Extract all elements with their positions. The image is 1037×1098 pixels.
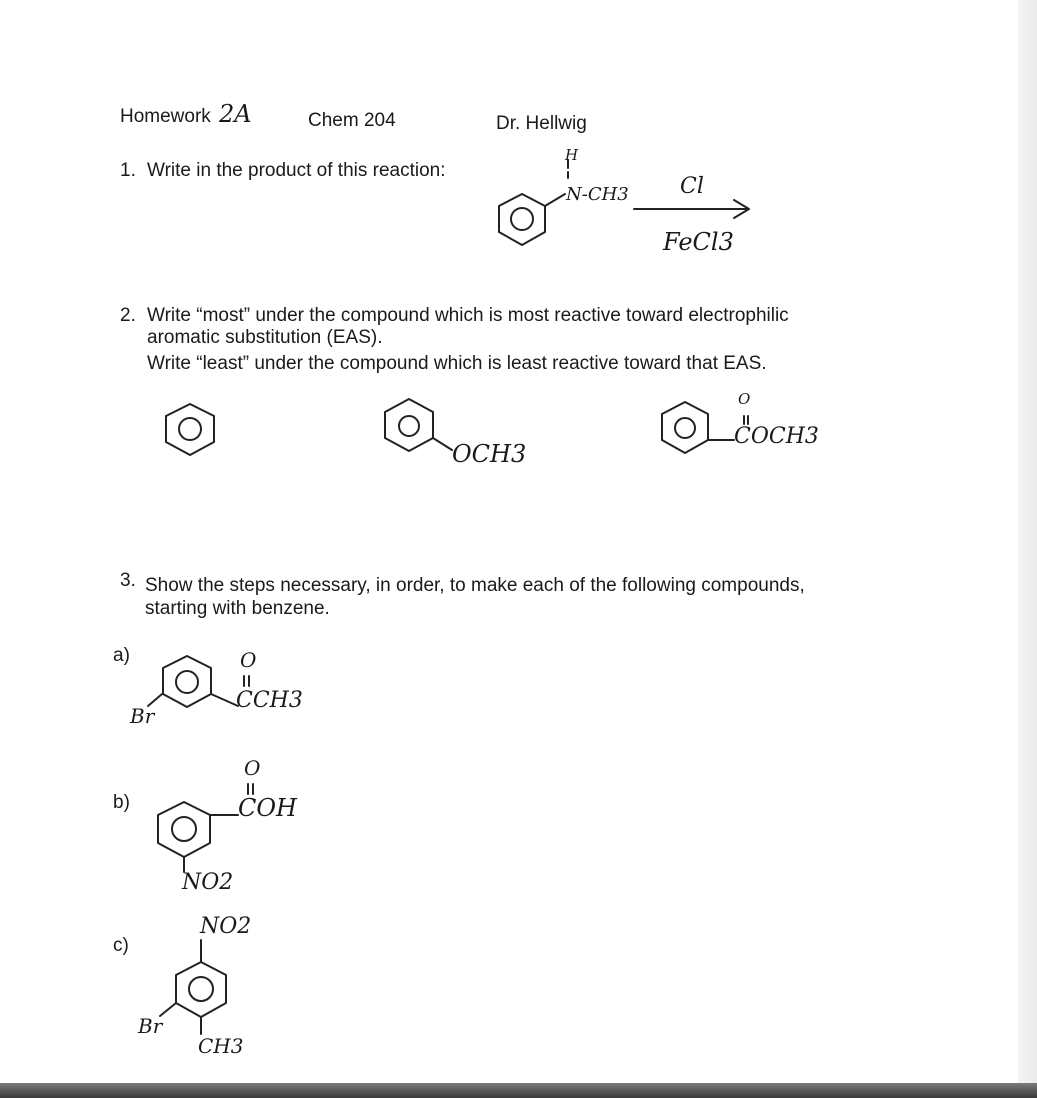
q3c-br: Br: [138, 1014, 163, 1038]
q2-compound3-o: O: [738, 390, 751, 408]
q1-reaction-arrow: [634, 200, 749, 218]
q1-benzene-ring: [499, 160, 568, 245]
instructor-name: Dr. Hellwig: [496, 113, 587, 134]
homework-number: 2A: [219, 100, 252, 128]
q2-benzene-2: [385, 399, 452, 451]
q2-benzene-3: [662, 402, 748, 453]
q1-text: Write in the product of this reaction:: [147, 160, 446, 181]
q2-compound3-group: COCH3: [734, 424, 819, 449]
q2-line1: Write “most” under the compound which is most reactive toward electrophilic: [147, 305, 789, 326]
q1-catalyst: FeCl3: [663, 228, 734, 256]
q3c-label: c): [113, 935, 129, 956]
q2-benzene-1: [166, 404, 214, 455]
q1-substituent: N-CH3: [566, 184, 629, 205]
q3b-carbonyl-o: O: [244, 756, 261, 780]
q3a-group: CCH3: [236, 688, 303, 713]
q3-line1: Show the steps necessary, in order, to make each of the following compounds,: [145, 575, 805, 596]
q2-compound2-group: OCH3: [452, 440, 527, 468]
q2-line3: Write “least” under the compound which is least reactive toward that EAS.: [147, 353, 767, 374]
q3b-no2: NO2: [182, 870, 234, 895]
q3a-carbonyl-o: O: [240, 648, 257, 672]
q2-number: 2.: [120, 305, 136, 326]
homework-label: Homework: [120, 106, 211, 127]
q3c-benzene-ring: [160, 940, 226, 1034]
q3b-label: b): [113, 792, 130, 813]
q3-number: 3.: [120, 570, 136, 591]
q3b-group: COH: [238, 794, 297, 822]
course-name: Chem 204: [308, 110, 396, 131]
q3a-benzene-ring: [148, 656, 249, 707]
q3a-label: a): [113, 645, 130, 666]
q3b-benzene-ring: [158, 784, 253, 872]
q3a-br: Br: [130, 704, 155, 728]
q1-number: 1.: [120, 160, 136, 181]
q1-h-label: H: [565, 146, 579, 164]
q3c-no2: NO2: [200, 914, 252, 939]
q3c-ch3: CH3: [198, 1034, 244, 1058]
q3-line2: starting with benzene.: [145, 598, 330, 619]
q2-line2: aromatic substitution (EAS).: [147, 327, 383, 348]
q1-reagent: Cl: [680, 174, 704, 199]
